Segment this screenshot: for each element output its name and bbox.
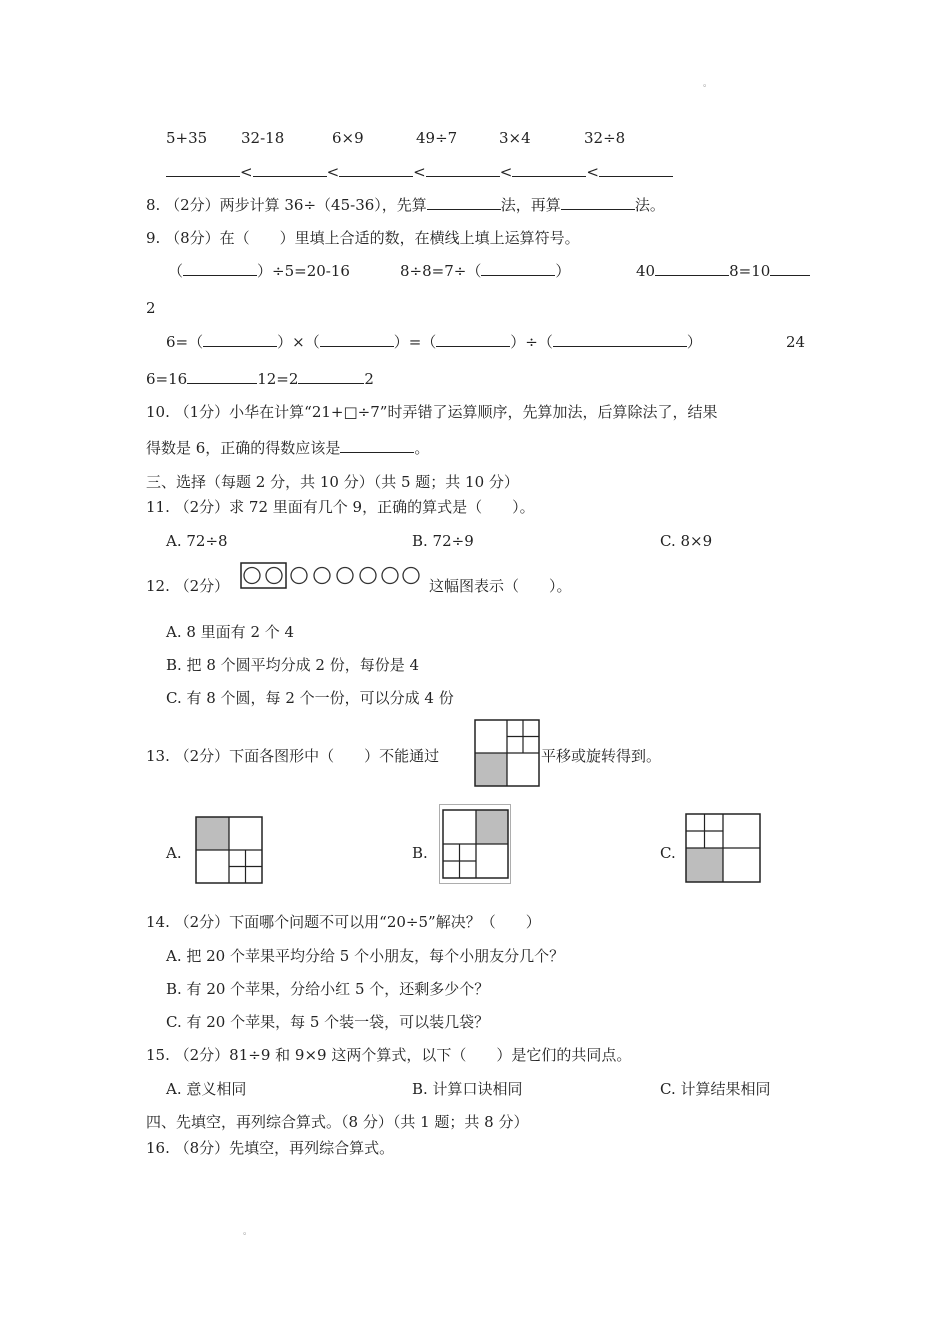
q7-expression-5: 3×4 <box>499 129 531 147</box>
section-3-heading: 三、选择（每题 2 分，共 10 分）（共 5 题；共 10 分） <box>146 473 519 491</box>
q13-option-b-label[interactable]: B. <box>412 844 428 862</box>
answer-blank[interactable] <box>770 261 810 276</box>
question-13-stem-pre: 13. （2分）下面各图形中（ ）不能通过 <box>146 747 440 765</box>
answer-blank[interactable] <box>512 162 586 177</box>
answer-blank[interactable] <box>553 332 687 347</box>
option-a-square-figure[interactable] <box>195 816 263 884</box>
q13-option-a-label[interactable]: A. <box>166 844 182 862</box>
q7-expression-2: 32-18 <box>241 129 285 147</box>
question-15-stem: 15. （2分）81÷9 和 9×9 这两个算式，以下（ ）是它们的共同点。 <box>146 1046 632 1064</box>
answer-blank[interactable] <box>203 332 277 347</box>
q7-expression-4: 49÷7 <box>416 129 458 147</box>
question-16-stem: 16. （8分）先填空，再列综合算式。 <box>146 1139 395 1157</box>
reference-square-figure <box>474 719 540 787</box>
question-13-stem-post: 平移或旋转得到。 <box>541 747 662 765</box>
answer-blank[interactable] <box>436 332 510 347</box>
answer-blank[interactable] <box>166 162 240 177</box>
less-than-sign: < <box>413 163 426 181</box>
question-10-line-1: 10. （1分）小华在计算“21+□÷7”时弄错了运算顺序，先算加法，后算除法了，结果 <box>146 403 718 421</box>
question-9-stem: 9. （8分）在（ ）里填上合适的数，在横线上填上运算符号。 <box>146 229 580 247</box>
q15-option-a[interactable]: A. 意义相同 <box>166 1080 247 1098</box>
q8-text-mid: 法，再算 <box>500 196 561 214</box>
page-mark-bottom: 。 <box>243 1227 253 1237</box>
q7-expression-3: 6×9 <box>332 129 364 147</box>
q14-option-a[interactable]: A. 把 20 个苹果平均分给 5 个小朋友，每个小朋友分几个？ <box>166 947 565 965</box>
less-than-sign: < <box>499 163 513 181</box>
question-10-line-2: 得数是 6，正确的得数应该是 。 <box>146 439 430 457</box>
q12-option-c[interactable]: C. 有 8 个圆，每 2 个一份，可以分成 4 份 <box>166 689 454 707</box>
page-mark-top: 。 <box>703 79 713 89</box>
answer-blank[interactable] <box>481 261 555 276</box>
option-c-square-figure[interactable] <box>685 813 761 883</box>
q8-text-post: 法。 <box>634 196 665 214</box>
question-12-stem-post: 这幅图表示（ ）。 <box>429 577 572 595</box>
q9-item-2: 8÷8=7÷（ ） <box>400 262 571 280</box>
q13-option-c-label[interactable]: C. <box>660 844 676 862</box>
answer-blank[interactable] <box>655 261 729 276</box>
q11-option-b[interactable]: B. 72÷9 <box>412 532 474 550</box>
option-b-square-figure[interactable] <box>439 804 511 884</box>
answer-blank[interactable] <box>426 162 500 177</box>
answer-blank[interactable] <box>253 162 327 177</box>
less-than-sign: < <box>586 163 599 181</box>
q12-option-a[interactable]: A. 8 里面有 2 个 4 <box>166 623 295 641</box>
answer-blank[interactable] <box>320 332 394 347</box>
q9-item-1: （ ）÷5=20-16 <box>168 262 350 280</box>
q14-option-b[interactable]: B. 有 20 个苹果，分给小红 5 个，还剩多少个？ <box>166 980 490 998</box>
less-than-sign: < <box>326 163 340 181</box>
q15-option-c[interactable]: C. 计算结果相同 <box>660 1080 771 1098</box>
q11-option-c[interactable]: C. 8×9 <box>660 532 713 550</box>
question-14-stem: 14. （2分）下面哪个问题不可以用“20÷5”解决？（ ） <box>146 913 541 931</box>
q15-option-b[interactable]: B. 计算口诀相同 <box>412 1080 523 1098</box>
q7-expression-1: 5+35 <box>166 129 208 147</box>
answer-blank[interactable] <box>187 369 257 384</box>
q7-expression-6: 32÷8 <box>584 129 626 147</box>
q14-option-c[interactable]: C. 有 20 个苹果，每 5 个装一袋，可以装几袋？ <box>166 1013 490 1031</box>
q9-item-4: 6=（ ）×（ ）=（ ）÷（ ） <box>166 333 702 351</box>
answer-blank[interactable] <box>599 162 673 177</box>
section-4-heading: 四、先填空，再列综合算式。（8 分）（共 1 题；共 8 分） <box>146 1113 529 1131</box>
circles-figure <box>240 562 422 590</box>
answer-blank[interactable] <box>298 369 364 384</box>
q9-item-3: 40 8=10 <box>636 261 810 281</box>
less-than-sign: < <box>240 163 253 181</box>
question-11-stem: 11. （2分）求 72 里面有几个 9，正确的算式是（ ）。 <box>146 498 535 516</box>
answer-blank[interactable] <box>427 195 501 210</box>
question-8 <box>146 195 665 215</box>
q12-option-b[interactable]: B. 把 8 个圆平均分成 2 份，每份是 4 <box>166 656 420 674</box>
q9-wrap-1: 2 <box>146 299 156 317</box>
q8-text-pre: 8. （2分）两步计算 36÷（45-36），先算 <box>146 196 427 214</box>
q9-item-5: 6=16 12=2 2 <box>146 370 374 388</box>
question-12-stem-pre: 12. （2分） <box>146 577 230 595</box>
answer-blank[interactable] <box>561 195 635 210</box>
answer-blank[interactable] <box>183 261 257 276</box>
answer-blank[interactable] <box>339 162 413 177</box>
q9-item-5-start: 24 <box>786 333 806 351</box>
q11-option-a[interactable]: A. 72÷8 <box>166 532 228 550</box>
q7-order-line <box>166 162 673 182</box>
answer-blank[interactable] <box>340 438 414 453</box>
